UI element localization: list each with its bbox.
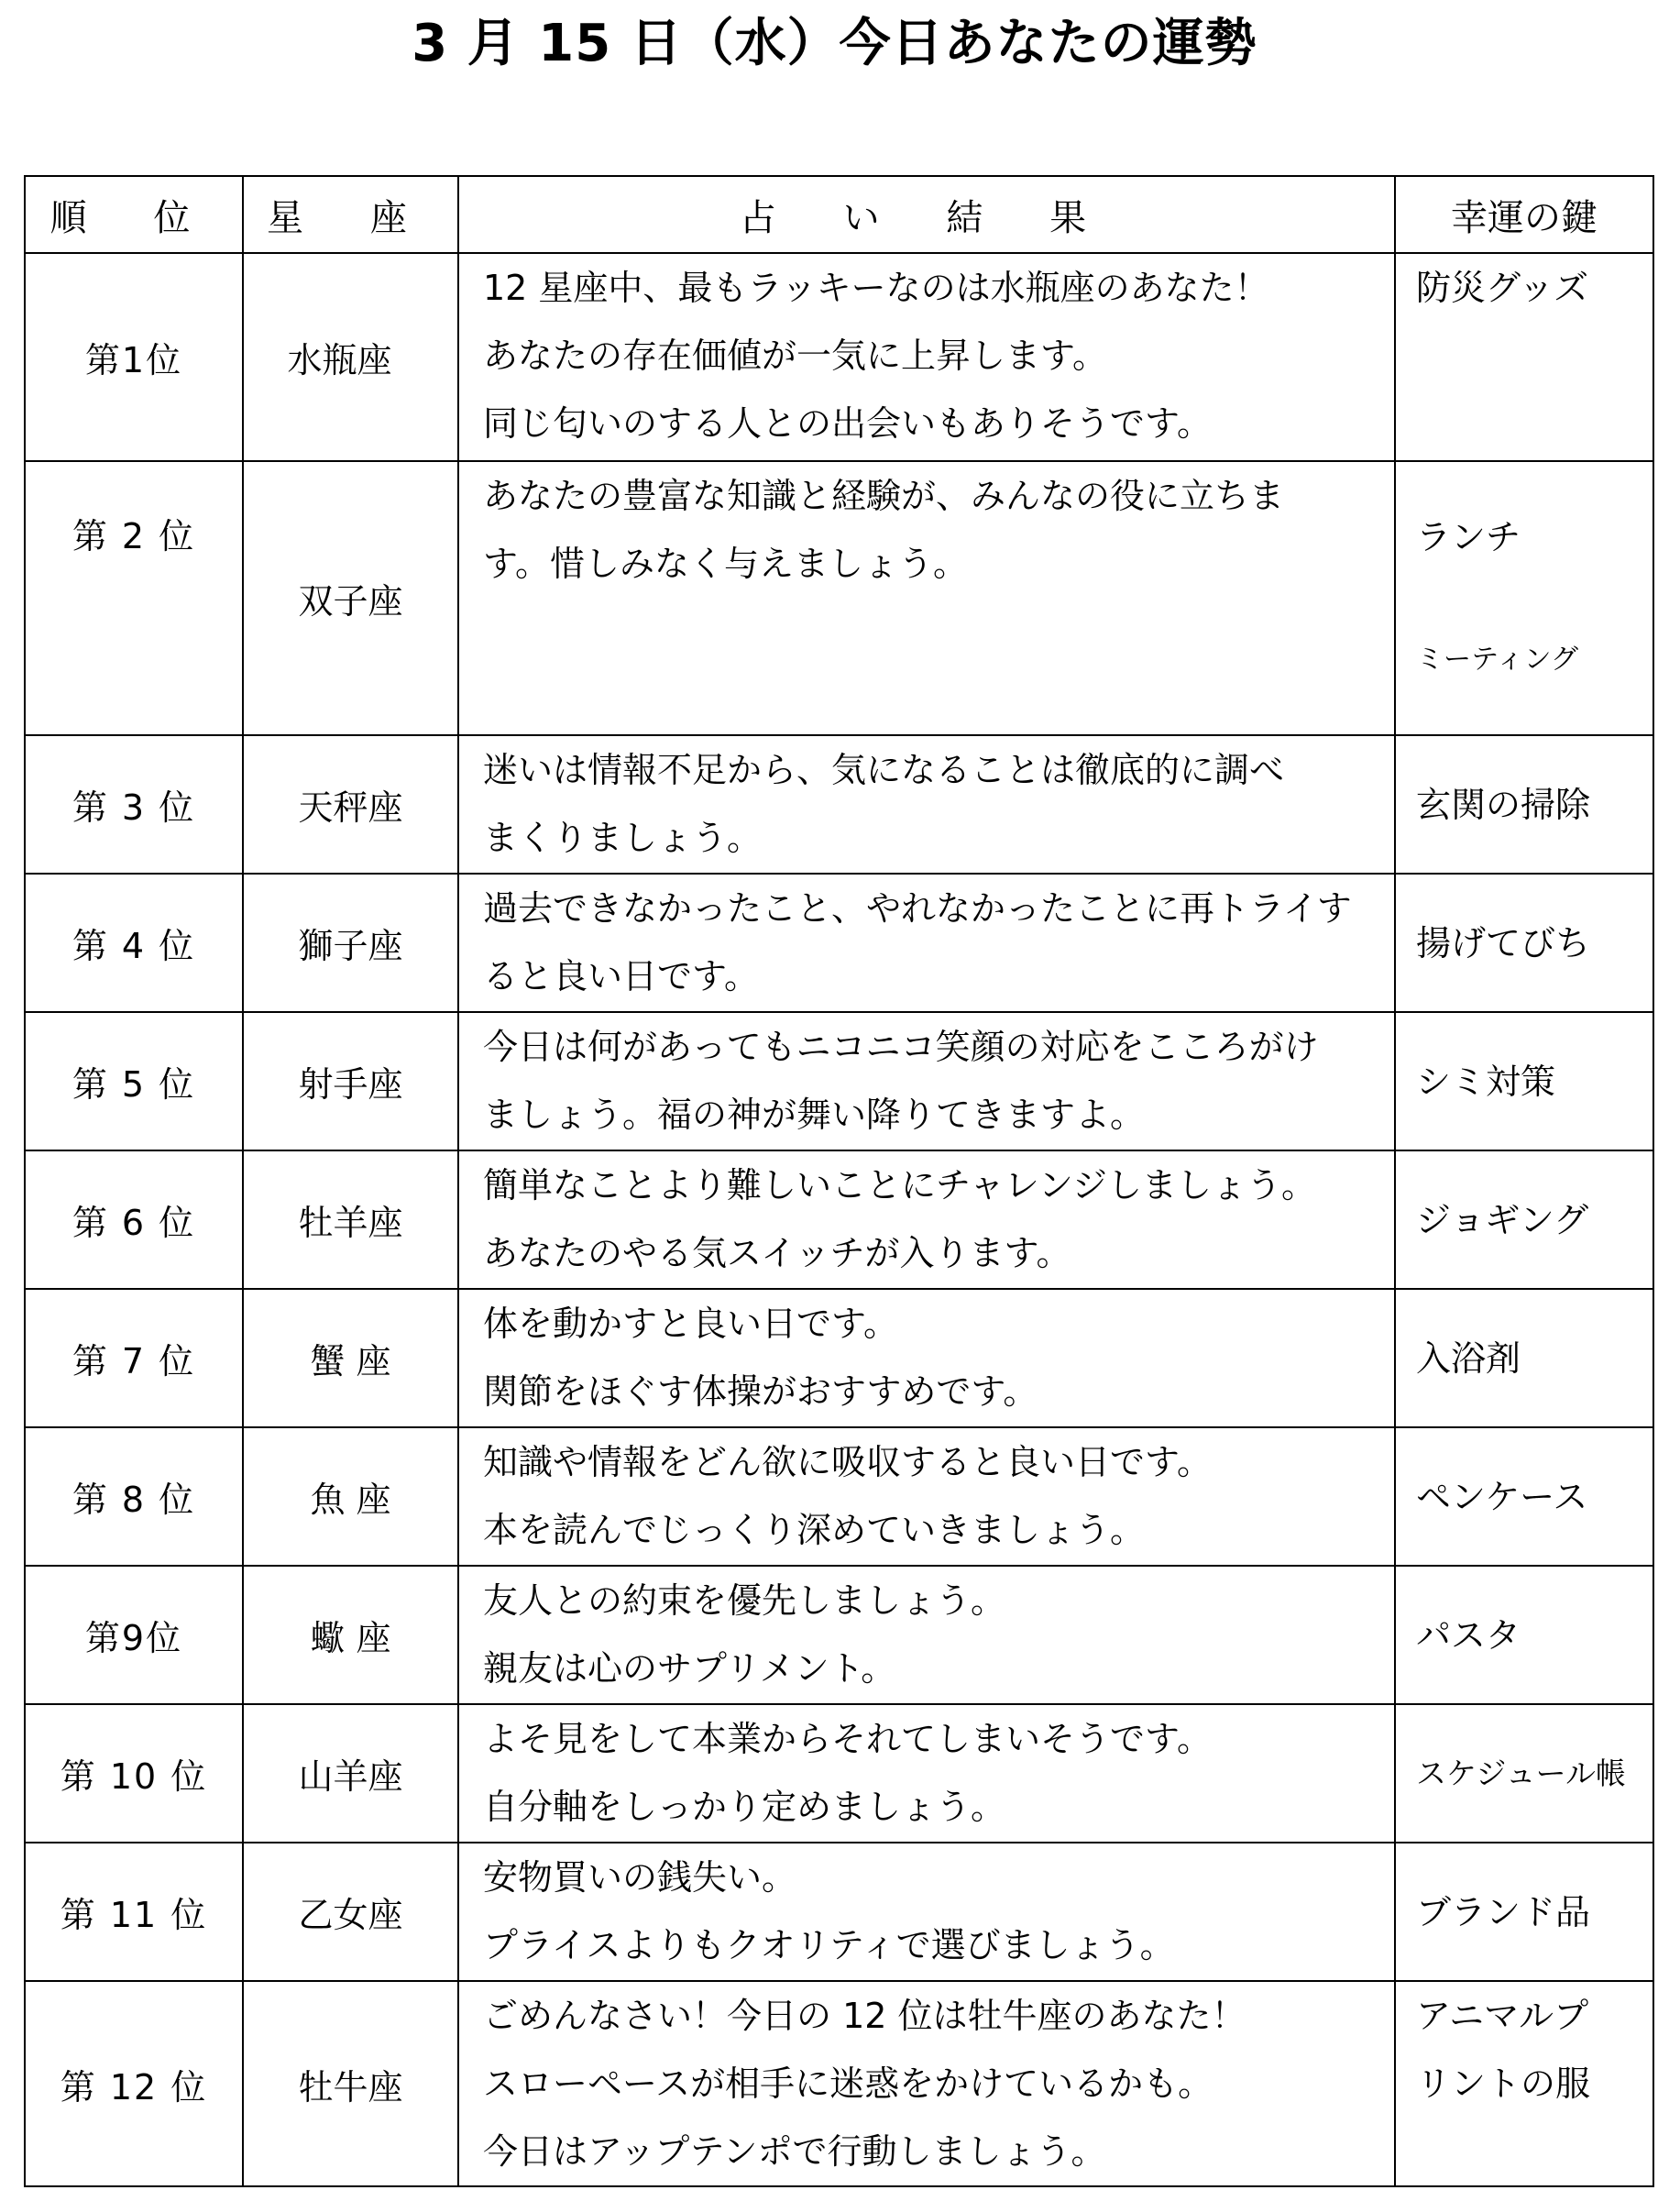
result-line: 12 星座中、最もラッキーなのは水瓶座のあなた！ <box>483 268 1269 308</box>
table-row <box>25 1704 1653 1843</box>
rank-cell: 第 4 位 <box>25 874 243 1012</box>
sign-cell: 山羊座 <box>243 1704 458 1843</box>
header-result: 占 い 結 果 <box>458 176 1395 253</box>
sign-cell: 天秤座 <box>243 735 458 874</box>
result-cell <box>458 735 1395 874</box>
lucky-key-text: ミーティング <box>1416 643 1578 676</box>
table-row <box>25 1012 1653 1150</box>
rank-cell: 第 11 位 <box>25 1843 243 1981</box>
result-line: スローペースが相手に迷惑をかけているかも。 <box>483 2063 1213 2104</box>
lucky-key-cell <box>1395 1012 1653 1150</box>
lucky-key-text: パスタ <box>1416 1614 1521 1656</box>
table-row <box>25 1427 1653 1566</box>
result-line: 簡単なことより難しいことにチャレンジしましょう。 <box>483 1165 1316 1205</box>
header-lucky-key: 幸運の鍵 <box>1395 176 1653 253</box>
result-cell <box>458 1843 1395 1981</box>
result-line: 迷いは情報不足から、気になることは徹底的に調べ <box>483 750 1285 790</box>
table-row <box>25 253 1653 461</box>
result-cell <box>458 1289 1395 1427</box>
rank-cell: 第9位 <box>25 1566 243 1704</box>
result-line: 親友は心のサプリメント。 <box>483 1648 896 1689</box>
result-line: よそ見をして本業からそれてしまいそうです。 <box>483 1719 1212 1759</box>
sign-cell: 水瓶座 <box>243 253 458 461</box>
result-cell <box>458 461 1395 735</box>
lucky-key-cell <box>1395 1289 1653 1427</box>
lucky-key-cell <box>1395 1843 1653 1981</box>
result-line: す。惜しみなく与えましょう。 <box>483 544 968 584</box>
rank-cell: 第 10 位 <box>25 1704 243 1843</box>
table-row <box>25 735 1653 874</box>
sign-cell: 射手座 <box>243 1012 458 1150</box>
result-cell <box>458 1427 1395 1566</box>
lucky-key-text: 入浴剤 <box>1416 1337 1521 1379</box>
lucky-key-text: スケジュール帳 <box>1416 1755 1627 1791</box>
result-line: 体を動かすと良い日です。 <box>483 1304 898 1344</box>
lucky-key-text: ランチ <box>1416 516 1521 557</box>
fortune-table <box>24 175 1654 2187</box>
header-rank: 順 位 <box>25 176 243 253</box>
rank-cell: 第 2 位 <box>25 461 243 735</box>
result-line: 関節をほぐす体操がおすすめです。 <box>483 1371 1038 1412</box>
rank-cell: 第 12 位 <box>25 1981 243 2186</box>
result-cell <box>458 1566 1395 1704</box>
result-line: 今日は何があってもニコニコ笑顔の対応をこころがけ <box>483 1027 1319 1067</box>
lucky-key-cell <box>1395 1566 1653 1704</box>
result-line: プライスよりもクオリティで選びましょう。 <box>483 1925 1175 1965</box>
sign-cell: 乙女座 <box>243 1843 458 1981</box>
header-sign: 星 座 <box>243 176 458 253</box>
result-cell <box>458 1981 1395 2186</box>
rank-cell: 第 3 位 <box>25 735 243 874</box>
lucky-key-cell <box>1395 735 1653 874</box>
result-cell <box>458 1012 1395 1150</box>
result-line: 知識や情報をどん欲に吸収すると良い日です。 <box>483 1442 1212 1482</box>
rank-cell: 第 6 位 <box>25 1150 243 1289</box>
sign-cell: 魚 座 <box>243 1427 458 1566</box>
result-line: 安物買いの銭失い。 <box>483 1857 797 1898</box>
result-cell <box>458 1150 1395 1289</box>
lucky-key-cell <box>1395 1704 1653 1843</box>
sign-cell: 双子座 <box>243 461 458 735</box>
lucky-key-text: シミ対策 <box>1416 1061 1556 1102</box>
result-line: あなたの存在価値が一気に上昇します。 <box>483 336 1107 376</box>
result-line: 今日はアップテンポで行動しましょう。 <box>483 2131 1106 2172</box>
lucky-key-text: リントの服 <box>1416 2063 1591 2104</box>
sign-cell: 蟹 座 <box>243 1289 458 1427</box>
lucky-key-cell <box>1395 461 1653 735</box>
sign-cell: 牡牛座 <box>243 1981 458 2186</box>
result-line: ると良い日です。 <box>483 956 759 996</box>
rank-cell: 第 7 位 <box>25 1289 243 1427</box>
result-line: ごめんなさい！今日の 12 位は牡牛座のあなた！ <box>483 1996 1246 2036</box>
table-header-row <box>25 176 1653 253</box>
lucky-key-cell <box>1395 1427 1653 1566</box>
rank-cell: 第 8 位 <box>25 1427 243 1566</box>
result-line: あなたの豊富な知識と経験が、みんなの役に立ちま <box>483 476 1285 516</box>
result-cell <box>458 874 1395 1012</box>
result-line: 友人との約束を優先しましょう。 <box>483 1580 1006 1621</box>
result-cell <box>458 253 1395 461</box>
result-line: 同じ匂いのする人との出会いもありそうです。 <box>483 403 1212 444</box>
table-row <box>25 1843 1653 1981</box>
page-title: 3 月 15 日（水）今日あなたの運勢 <box>412 14 1257 73</box>
lucky-key-cell <box>1395 253 1653 461</box>
table-row <box>25 1150 1653 1289</box>
lucky-key-text: ブランド品 <box>1416 1891 1591 1932</box>
sign-cell: 獅子座 <box>243 874 458 1012</box>
table-row <box>25 461 1653 735</box>
table-body <box>25 253 1653 2186</box>
table-row <box>25 1981 1653 2186</box>
sign-cell: 蠍 座 <box>243 1566 458 1704</box>
result-line: 自分軸をしっかり定めましょう。 <box>483 1787 1006 1827</box>
rank-cell: 第 5 位 <box>25 1012 243 1150</box>
lucky-key-text: ペンケース <box>1416 1476 1588 1517</box>
result-line: 本を読んでじっくり深めていきましょう。 <box>483 1510 1146 1550</box>
lucky-key-cell <box>1395 1150 1653 1289</box>
result-line: 過去できなかったこと、やれなかったことに再トライす <box>483 888 1352 929</box>
rank-cell: 第1位 <box>25 253 243 461</box>
lucky-key-cell <box>1395 874 1653 1012</box>
lucky-key-text: 揚げてびち <box>1416 922 1591 963</box>
result-cell <box>458 1704 1395 1843</box>
result-line: ましょう。福の神が舞い降りてきますよ。 <box>483 1095 1146 1135</box>
lucky-key-text: 玄関の掃除 <box>1416 784 1591 825</box>
sign-cell: 牡羊座 <box>243 1150 458 1289</box>
table-row <box>25 1289 1653 1427</box>
lucky-key-cell <box>1395 1981 1653 2186</box>
lucky-key-text: 防災グッズ <box>1416 268 1589 308</box>
result-line: まくりましょう。 <box>483 818 763 858</box>
table-row <box>25 874 1653 1012</box>
lucky-key-text: ジョギング <box>1416 1199 1589 1240</box>
lucky-key-text: アニマルプ <box>1416 1996 1589 2036</box>
result-line: あなたのやる気スイッチが入ります。 <box>483 1233 1071 1273</box>
table-row <box>25 1566 1653 1704</box>
